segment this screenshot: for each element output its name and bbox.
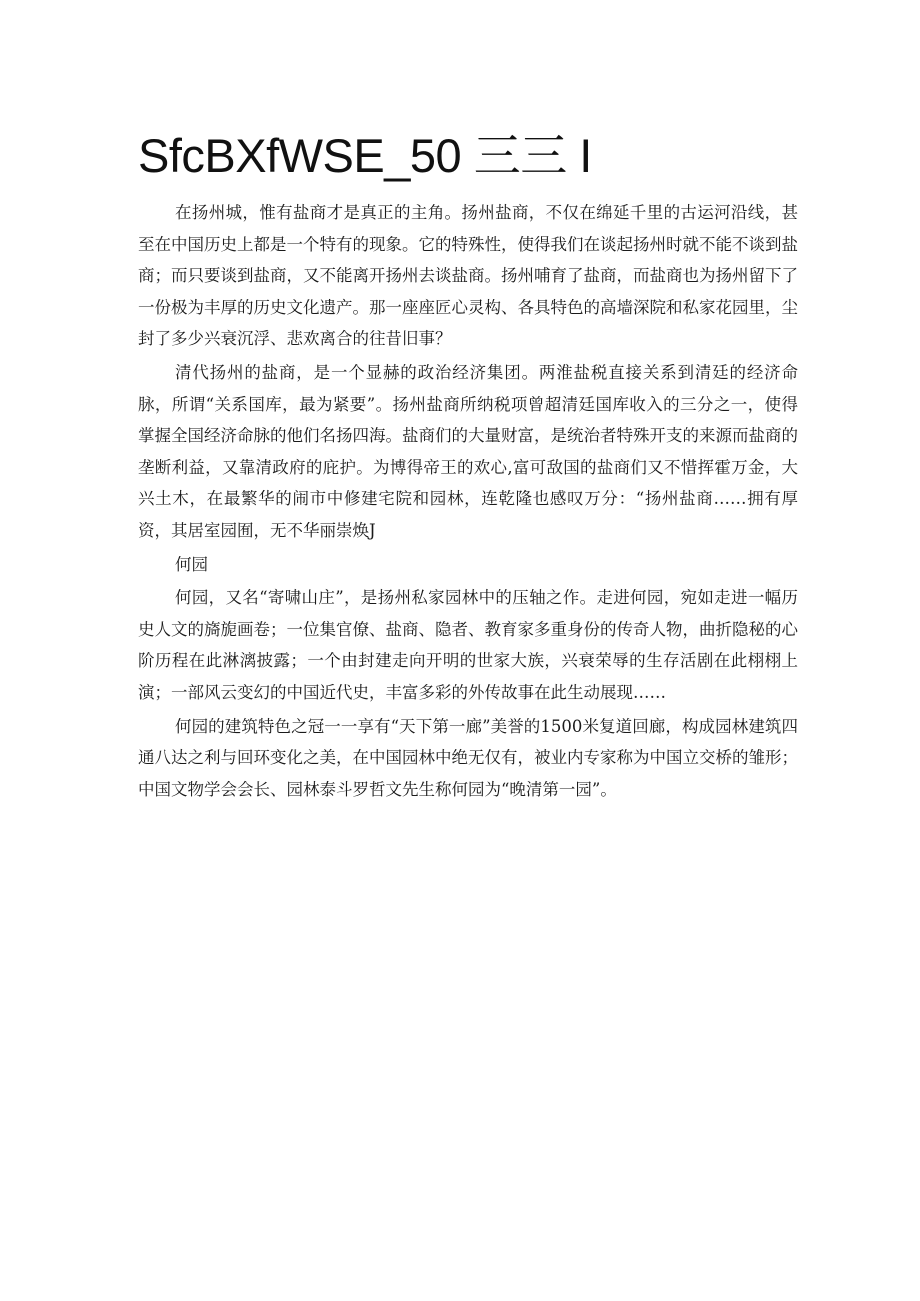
paragraph-intro: 在扬州城，惟有盐商才是真正的主角。扬州盐商，不仅在绵延千里的古运河沿线，甚至在中国历史上都是一个特有的现象。它的特殊性，使得我们在谈起扬州时就不能不谈到盐商；而只要谈到盐商，又不能离开扬州去谈盐商。扬州哺育了盐商，而盐商也为扬州留下了一份极为丰厚的历史文化遗产。那一座座匠心灵构、各具特色的高墙深院和私家花园里，尘封了多少兴衰沉浮、悲欢离合的往昔旧事？ (138, 203, 798, 349)
document-body (138, 197, 798, 807)
paragraph-he-garden-architecture: 何园的建筑特色之冠一一享有“天下第一廊”美誉的1500米复道回廊，构成园林建筑四通八达之利与回环变化之美，在中国园林中绝无仅有，被业内专家称为中国立交桥的雏形；中国文物学会会长、园林泰斗罗哲文先生称何园为“晚清第一园”。 (138, 716, 798, 799)
document-title: SfcBXfWSE_50 三三 I (138, 129, 592, 182)
paragraph-qing-salt-merchants: 清代扬州的盐商，是一个显赫的政治经济集团。两淮盐税直接关系到清廷的经济命脉，所谓“关系国库，最为紧要”。扬州盐商所纳税项曾超清廷国库收入的三分之一，使得掌握全国经济命脉的他们名扬四海。盐商们的大量财富，是统治者特殊开支的来源而盐商的垄断利益，又靠清政府的庇护。为博得帝王的欢心,富可敌国的盐商们又不惜挥霍万金，大兴土木，在最繁华的闹市中修建宅院和园林，连乾隆也感叹万分：“扬州盐商……拥有厚资，其居室园囿，无不华丽崇焕J (138, 362, 798, 540)
paragraph-he-garden-intro: 何园，又名“寄啸山庄”，是扬州私家园林中的压轴之作。走进何园，宛如走进一幅历史人文的旖旎画卷；一位集官僚、盐商、隐者、教育家多重身份的传奇人物，曲折隐秘的心阶历程在此淋漓披露；一个由封建走向开明的世家大族，兴衰荣辱的生存活剧在此栩栩上演；一部风云变幻的中国近代史，丰富多彩的外传故事在此生动展现…… (138, 588, 798, 702)
section-heading-he-garden: 何园 (175, 554, 208, 574)
